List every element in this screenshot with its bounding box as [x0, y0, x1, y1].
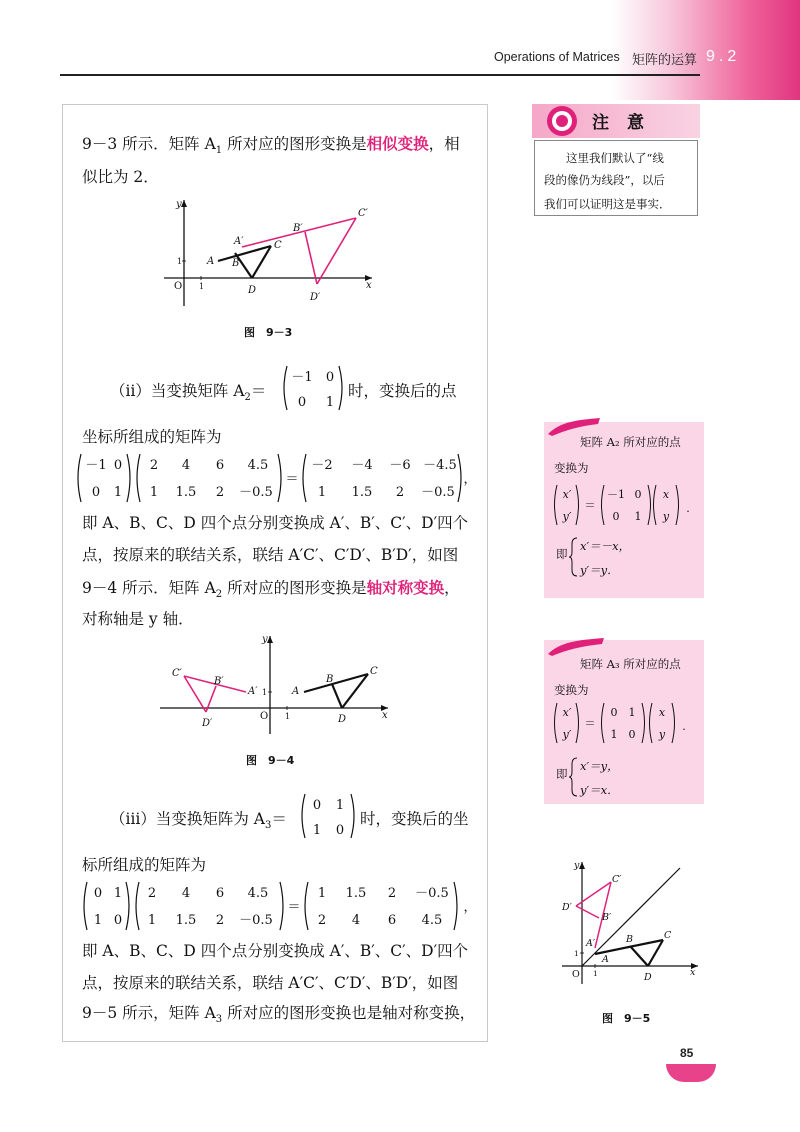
svg-text:y: y [658, 728, 666, 741]
svg-text:6: 6 [215, 886, 225, 901]
target-icon [540, 104, 584, 138]
side-matrix-a2 [552, 482, 698, 528]
svg-text:1: 1 [113, 485, 123, 500]
svg-text:－1: －1 [607, 488, 625, 501]
svg-text:O: O [260, 711, 269, 722]
axis-label-y: y [176, 199, 182, 210]
svg-text:1.5: 1.5 [175, 913, 197, 928]
side-note-text: 变换为 [554, 683, 589, 697]
svg-text:－0.5: －0.5 [421, 485, 455, 500]
svg-text:1: 1 [285, 712, 291, 721]
axis-label-x: x [366, 280, 372, 291]
svg-text:2: 2 [215, 485, 225, 500]
matrix-equation-2 [80, 878, 486, 934]
svg-text:1.5: 1.5 [351, 485, 373, 500]
note-text: 这里我们默认了“线 [566, 151, 664, 165]
brace-icon [568, 536, 578, 578]
svg-text:x′: x′ [562, 706, 572, 719]
paragraph-line: 对称轴是 y 轴． [82, 610, 194, 628]
figure-caption: 图 9－3 [244, 326, 293, 339]
svg-text:D: D [338, 714, 347, 725]
svg-text:1.5: 1.5 [175, 485, 197, 500]
svg-text:C′: C′ [172, 668, 182, 679]
header-title-en: Operations of Matrices [494, 50, 620, 64]
paragraph-line: 点，按原来的联结关系，联结 A′C′、C′D′、B′D′，如图 [82, 974, 459, 992]
figure-caption: 图 9－4 [246, 754, 295, 767]
section-number: 9.2 [706, 48, 741, 65]
figure-9-4 [156, 630, 396, 740]
paragraph-line: （ⅲ）当变换矩阵为 $A_3=$ [110, 810, 287, 832]
svg-text:－0.5: －0.5 [239, 485, 273, 500]
figure-9-5 [560, 858, 704, 988]
svg-text:0: 0 [634, 488, 642, 501]
svg-text:A: A [602, 954, 609, 965]
paragraph-line: 即 A、B、C、D 四个点分别变换成 A′、B′、C′、D′四个 [82, 514, 469, 532]
svg-text:2: 2 [395, 485, 405, 500]
svg-text:－0.5: －0.5 [239, 913, 273, 928]
svg-text:0: 0 [93, 886, 103, 901]
svg-text:1: 1 [262, 688, 268, 697]
svg-text:4.5: 4.5 [247, 458, 269, 473]
svg-text:1: 1 [628, 706, 636, 719]
svg-text:x: x [382, 710, 388, 721]
svg-text:1: 1 [317, 886, 327, 901]
svg-text:＝: ＝ [287, 900, 301, 915]
svg-text:0: 0 [297, 395, 307, 410]
paragraph-line: 标所组成的矩阵为 [82, 856, 207, 874]
figure-caption: 图 9－5 [602, 1012, 651, 1025]
svg-text:.: . [686, 502, 690, 515]
point-label: D [248, 285, 257, 296]
paragraph-line: 似比为 2． [82, 168, 159, 186]
svg-text:1: 1 [634, 510, 642, 523]
side-note-text: 矩阵 A₃ 所对应的点 [580, 657, 681, 671]
side-note-text: 矩阵 A₂ 所对应的点 [580, 435, 681, 449]
page-number: 85 [680, 1046, 694, 1060]
paragraph-line: 坐标所组成的矩阵为 [82, 428, 222, 446]
svg-text:C′: C′ [612, 874, 622, 885]
note-text: 段的像仍为线段”，以后 [544, 173, 665, 187]
header-title-cn: 矩阵的运算 [632, 53, 698, 68]
side-note-text: 即 [556, 547, 568, 561]
svg-text:C: C [370, 666, 378, 677]
svg-text:0: 0 [325, 370, 335, 385]
svg-text:B: B [626, 934, 633, 945]
svg-text:A′: A′ [248, 686, 258, 697]
svg-text:O: O [572, 969, 580, 980]
svg-text:－6: －6 [389, 458, 411, 473]
point-label: A′ [234, 236, 244, 247]
svg-text:A: A [292, 686, 300, 697]
svg-text:D′: D′ [202, 718, 213, 729]
header-rule [60, 74, 700, 76]
svg-text:y′: y′ [562, 728, 572, 741]
svg-text:1: 1 [312, 823, 322, 838]
term-similarity: 相似变换 [366, 134, 429, 153]
point-label: B′ [293, 223, 303, 234]
paragraph-line: 即 A、B、C、D 四个点分别变换成 A′、B′、C′、D′四个 [82, 942, 469, 960]
svg-text:C: C [664, 930, 672, 941]
svg-text:4: 4 [351, 913, 361, 928]
side-matrix-a3 [552, 700, 698, 746]
svg-text:1: 1 [593, 969, 598, 978]
figure-9-3 [160, 192, 380, 312]
svg-text:D: D [644, 972, 652, 983]
svg-text:y: y [662, 510, 670, 523]
note-heading: 注意 [592, 113, 662, 133]
svg-text:1: 1 [147, 913, 157, 928]
svg-text:－1: －1 [291, 370, 313, 385]
svg-text:2: 2 [215, 913, 225, 928]
svg-text:y′: y′ [562, 510, 572, 523]
svg-text:.: . [682, 720, 686, 733]
svg-text:x: x [658, 706, 666, 719]
svg-text:1: 1 [335, 798, 345, 813]
matrix-A2 [280, 362, 346, 414]
svg-text:1: 1 [113, 886, 123, 901]
svg-text:＝: ＝ [285, 472, 299, 487]
matrix-equation-1 [74, 450, 486, 506]
svg-text:－4.5: －4.5 [423, 458, 457, 473]
svg-text:0: 0 [628, 728, 636, 741]
svg-text:B: B [326, 674, 334, 685]
tick-label: 1 [199, 282, 205, 291]
svg-text:x: x [690, 967, 696, 978]
svg-text:－2: －2 [311, 458, 333, 473]
svg-text:1: 1 [325, 395, 335, 410]
svg-text:0: 0 [312, 798, 322, 813]
svg-text:0: 0 [113, 458, 123, 473]
page-tab [666, 1064, 716, 1082]
side-note-equation: x′＝y， [580, 759, 619, 773]
svg-text:0: 0 [113, 913, 123, 928]
paragraph-line: 9－4 所示．矩阵 $A_2$ 所对应的图形变换是轴对称变换， [82, 578, 460, 601]
side-note-text: 变换为 [554, 461, 589, 475]
svg-text:2: 2 [387, 886, 397, 901]
point-label: C′ [358, 208, 368, 219]
svg-text:4.5: 4.5 [421, 913, 443, 928]
svg-text:x: x [662, 488, 670, 501]
point-label: A [207, 256, 215, 267]
paragraph-line: 9－3 所示．矩阵 $A_1$ 所对应的图形变换是相似变换，相 [82, 134, 460, 157]
svg-text:＝: ＝ [584, 499, 596, 512]
term-axial-symmetry: 轴对称变换 [366, 578, 445, 597]
svg-text:－0.5: －0.5 [415, 886, 449, 901]
svg-text:A′: A′ [586, 938, 596, 949]
svg-text:1: 1 [610, 728, 618, 741]
svg-text:4: 4 [181, 886, 191, 901]
svg-text:1: 1 [149, 485, 159, 500]
svg-text:2: 2 [317, 913, 327, 928]
side-note-text: 即 [556, 767, 568, 781]
svg-text:y: y [574, 860, 580, 871]
svg-text:1: 1 [317, 485, 327, 500]
svg-text:，: ， [463, 900, 477, 915]
svg-text:0: 0 [91, 485, 101, 500]
paragraph-line: 时，变换后的点 [348, 382, 457, 400]
paragraph-line: 点，按原来的联结关系，联结 A′C′、C′D′、B′D′，如图 [82, 546, 459, 564]
matrix-A3 [298, 790, 358, 842]
svg-text:4: 4 [181, 458, 191, 473]
side-note-equation: y′＝x． [580, 783, 619, 797]
note-text: 我们可以证明这是事实． [544, 197, 671, 211]
brace-icon [568, 756, 578, 798]
svg-text:0: 0 [612, 510, 620, 523]
svg-text:1.5: 1.5 [345, 886, 367, 901]
svg-text:B′: B′ [214, 676, 224, 687]
brush-stroke-icon [546, 636, 606, 658]
svg-text:0: 0 [610, 706, 618, 719]
paragraph-line: 时，变换后的坐 [360, 810, 469, 828]
svg-text:，: ， [463, 472, 477, 487]
svg-text:1: 1 [93, 913, 103, 928]
paragraph-line: （ⅱ）当变换矩阵 $A_2=$ [110, 382, 267, 404]
svg-text:x′: x′ [562, 488, 572, 501]
svg-text:0: 0 [335, 823, 345, 838]
side-note-equation: y′＝y． [580, 563, 619, 577]
svg-text:y: y [262, 634, 268, 645]
svg-text:6: 6 [215, 458, 225, 473]
origin-label: O [174, 281, 183, 292]
point-label: D′ [310, 292, 321, 303]
tick-label: 1 [177, 257, 183, 266]
side-note-equation: x′＝－x， [580, 539, 631, 553]
svg-text:－1: －1 [85, 458, 107, 473]
svg-text:2: 2 [147, 886, 157, 901]
svg-text:D′: D′ [562, 902, 572, 913]
point-label: B [232, 258, 240, 269]
svg-text:4.5: 4.5 [247, 886, 269, 901]
svg-text:6: 6 [387, 913, 397, 928]
svg-text:1: 1 [574, 949, 579, 958]
point-label: C [274, 240, 282, 251]
paragraph-line: 9－5 所示，矩阵 $A_3$ 所对应的图形变换也是轴对称变换， [82, 1004, 476, 1026]
svg-text:＝: ＝ [584, 717, 596, 730]
svg-text:－4: －4 [351, 458, 373, 473]
svg-text:B′: B′ [602, 912, 612, 923]
svg-text:2: 2 [149, 458, 159, 473]
